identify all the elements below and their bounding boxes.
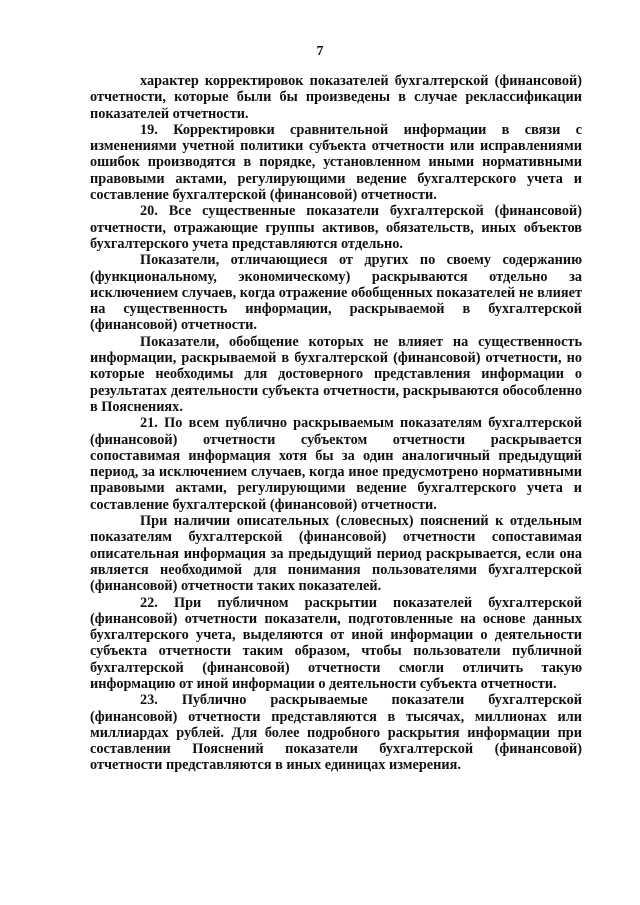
paragraph-20-functional: Показатели, отличающиеся от других по своему содержанию (функциональному, экономическому) раскрываются отдельно за исключением случаев, когда отражение обобщенных показателей не влияет на существенность информации, раскрываемой в бухгалтерской (финансовой) отчетности. [90,252,582,334]
paragraph-21: 21. По всем публично раскрываемым показателям бухгалтерской (финансовой) отчетности субъектом отчетности раскрывается сопоставимая информация хотя бы за один аналогичный предыдущий период, за исключением случаев, когда иное предусмотрено нормативными правовыми актами, регулирующими ведение бухгалтерского учета и составление бухгалтерской (финансовой) отчетности. [90,415,582,513]
page-number: 7 [316,44,324,59]
paragraph-23: 23. Публично раскрываемые показатели бухгалтерской (финансовой) отчетности представляются в тысячах, миллионах или миллиардах рублей. Для более подробного раскрытия информации при составлении Пояснений показатели бухгалтерской (финансовой) отчетности представляются в иных единицах измерения. [90,692,582,774]
document-body [90,73,582,774]
paragraph-20: 20. Все существенные показатели бухгалтерской (финансовой) отчетности, отражающие группы активов, обязательств, иных объектов бухгалтерского учета представляются отдельно. [90,203,582,252]
paragraph-19: 19. Корректировки сравнительной информации в связи с изменениями учетной политики субъекта отчетности или исправлениями ошибок производятся в порядке, установленном иными нормативными правовыми актами, регулирующими ведение бухгалтерского учета и составление бухгалтерской (финансовой) отчетности. [90,121,582,204]
paragraph-continuation: характер корректировок показателей бухгалтерской (финансовой) отчетности, которые были бы произведены в случае реклассификации показателей отчетности. [90,73,582,122]
paragraph-21-descriptive: При наличии описательных (словесных) пояснений к отдельным показателям бухгалтерской (финансовой) отчетности сопоставимая описательная информация за предыдущий период раскрывается, если она является необходимой для понимания пользователями бухгалтерской (финансовой) отчетности таких показателей. [90,513,582,595]
paragraph-20-generalization: Показатели, обобщение которых не влияет на существенность информации, раскрываемой в бухгалтерской (финансовой) отчетности, но которые необходимы для достоверного представления информации о результатах деятельности субъекта отчетности, раскрываются обособленно в Пояснениях. [90,333,582,415]
paragraph-22: 22. При публичном раскрытии показателей бухгалтерской (финансовой) отчетности показатели, подготовленные на основе данных бухгалтерского учета, выделяются от иной информации о деятельности субъекта отчетности таким образом, чтобы пользователи публичной бухгалтерской (финансовой) отчетности смогли отличить такую информацию от иной информации о деятельности субъекта отчетности. [90,594,582,692]
